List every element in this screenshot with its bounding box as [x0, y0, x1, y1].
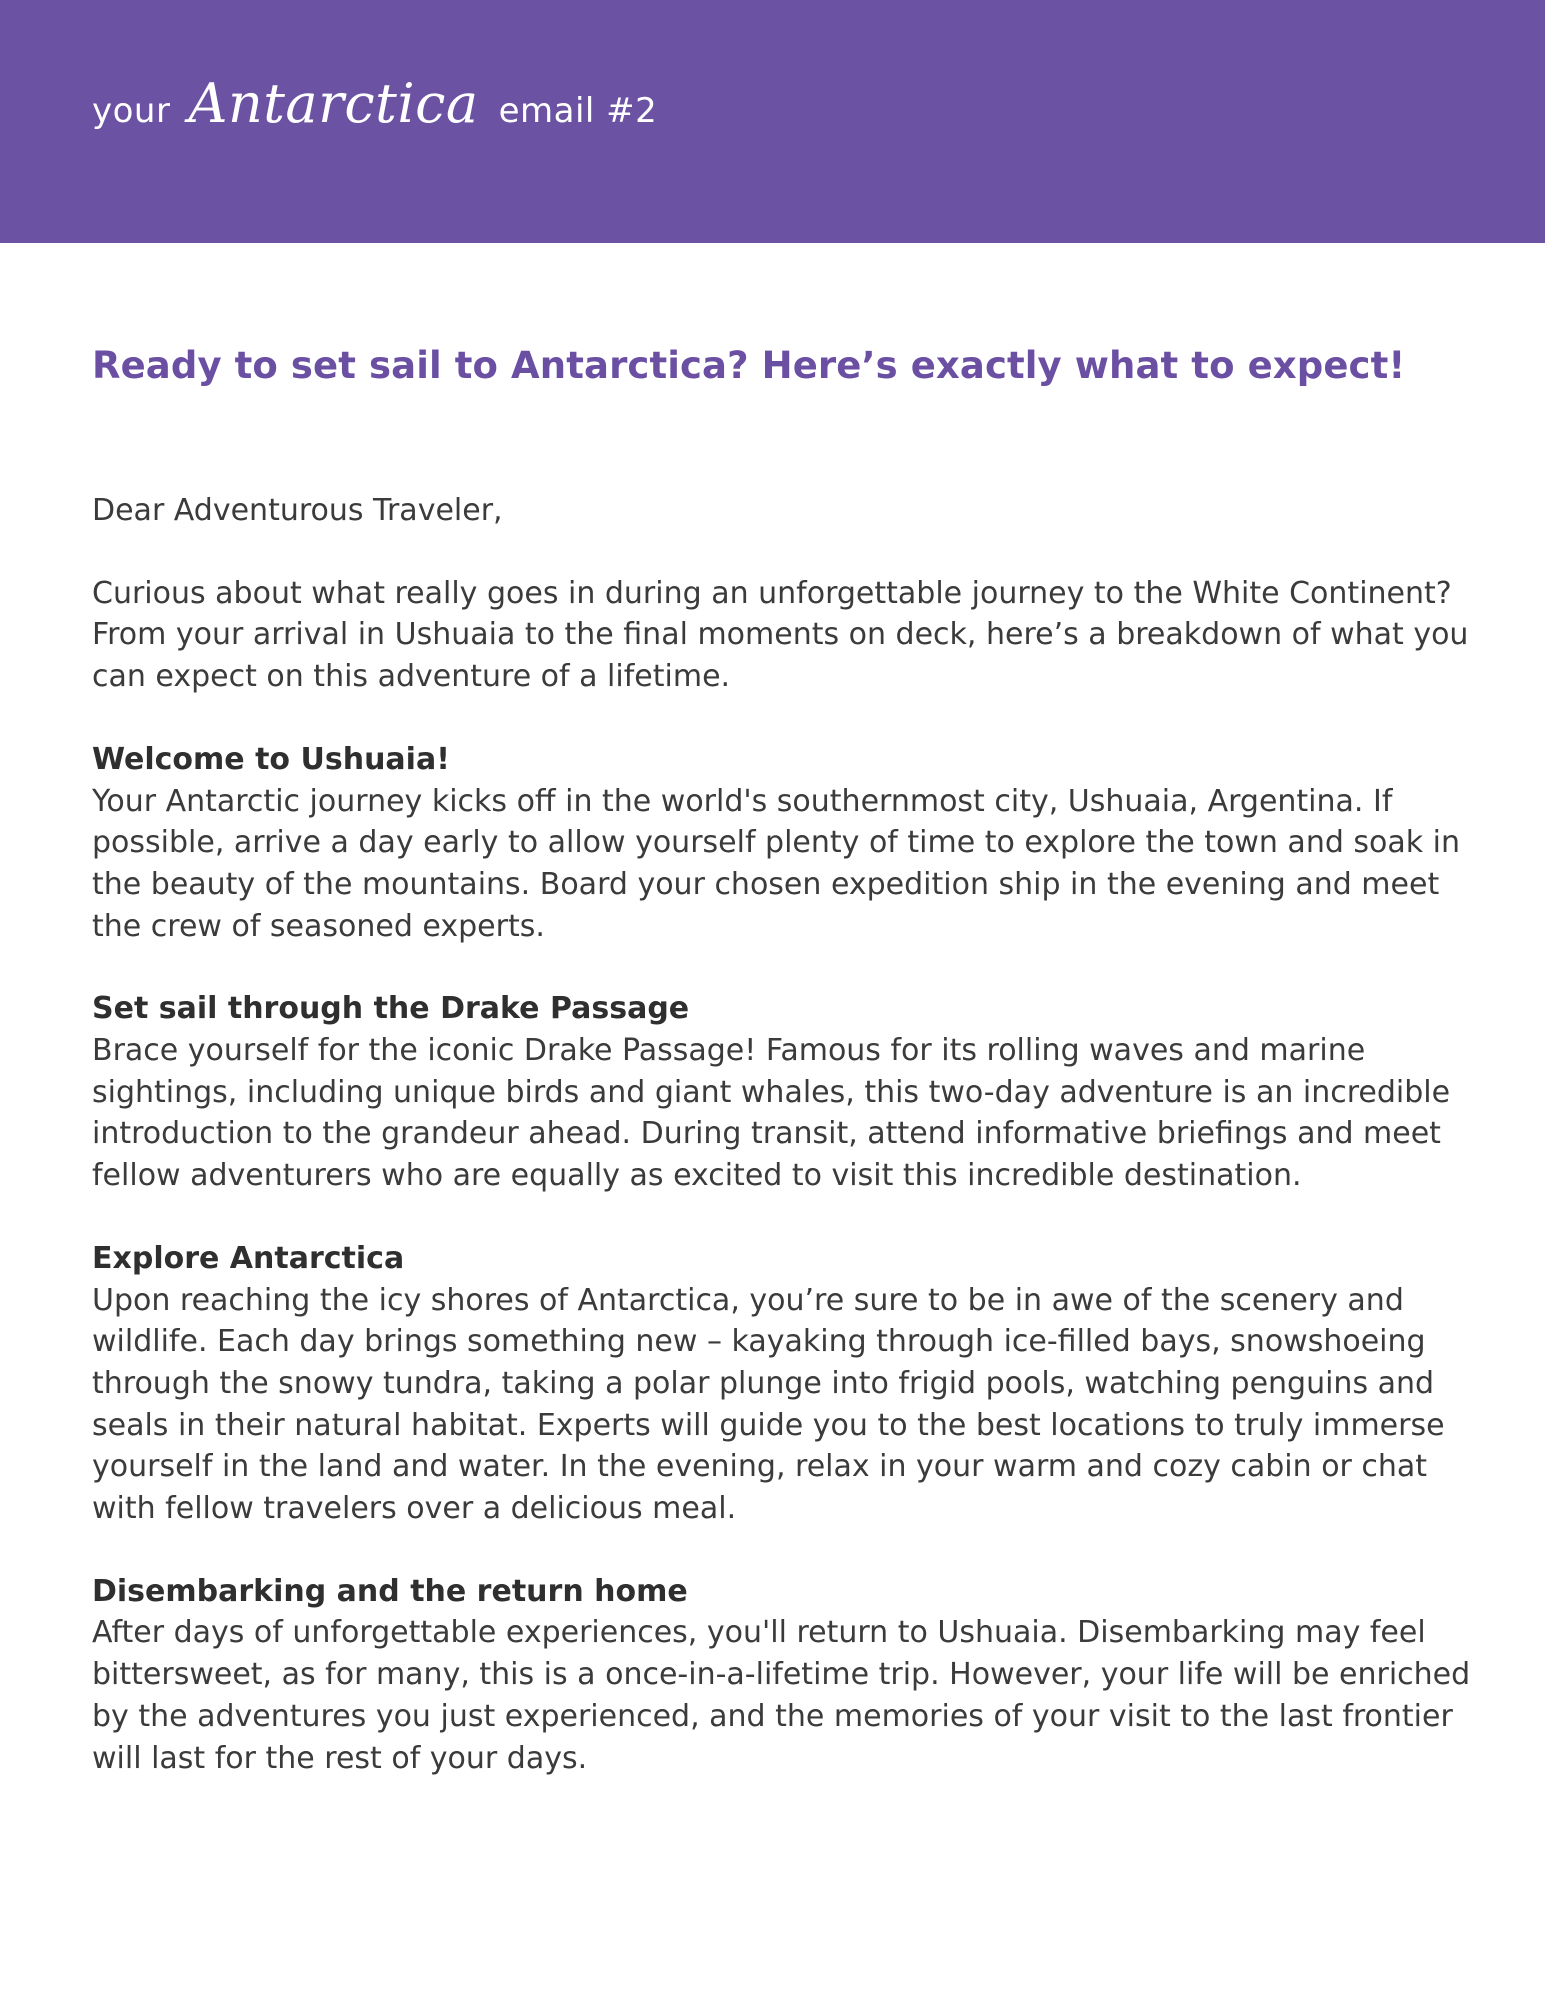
section-disembarking	[92, 1571, 1472, 1780]
intro-paragraph: Curious about what really goes in during an unforgettable journey to the White Continent? From your arrival in Ushuaia to the final moments on deck, here’s a breakdown of what you can expect on this adventure of a lifetime.	[92, 575, 1469, 695]
email-header-banner	[0, 0, 1545, 243]
section-body: Your Antarctic journey kicks off in the world's southernmost city, Ushuaia, Argentina. If possible, arrive a day early to allow yourself plenty of time to explore the town and soak in the beauty of the mountains. Board your chosen expedition ship in the evening and meet the crew of seasoned experts.	[92, 783, 1461, 944]
section-drake-passage	[92, 988, 1472, 1197]
section-title: Disembarking and the return home	[92, 1573, 688, 1609]
section-body: Brace yourself for the iconic Drake Passage! Famous for its rolling waves and marine sightings, including unique birds and giant whales, this two-day adventure is an incredible introduction to the grandeur ahead. During transit, attend informative briefings and meet fellow adventurers who are equally as excited to visit this incredible destination.	[92, 1033, 1451, 1194]
email-header-title	[92, 72, 657, 135]
greeting: Dear Adventurous Traveler,	[92, 493, 503, 528]
section-title: Welcome to Ushuaia!	[92, 741, 450, 777]
email-headline: Ready to set sail to Antarctica? Here’s exactly what to expect!	[92, 344, 1406, 387]
section-explore-antarctica	[92, 1238, 1472, 1530]
header-prefix: your	[92, 91, 171, 131]
section-welcome-ushuaia	[92, 739, 1472, 948]
header-email-number: email #2	[498, 91, 658, 131]
header-brand-script: Antarctica	[188, 72, 479, 135]
section-body: After days of unforgettable experiences, you'll return to Ushuaia. Disembarking may feel bittersweet, as for many, this is a once-in-a-lifetime trip. However, your life will be enriched by the adventures you just experienced, and the memories of your visit to the last frontier will last for the rest of your days.	[92, 1615, 1471, 1776]
section-body: Upon reaching the icy shores of Antarctica, you’re sure to be in awe of the scenery and wildlife. Each day brings something new – kayaking through ice-filled bays, snowshoeing through the snowy tundra, taking a polar plunge into frigid pools, watching penguins and seals in their natural habitat. Experts will guide you to the best locations to truly immerse yourself in the land and water. In the evening, relax in your warm and cozy cabin or chat with fellow travelers over a delicious meal.	[92, 1282, 1445, 1527]
email-body	[92, 340, 1472, 1820]
section-title: Explore Antarctica	[92, 1240, 405, 1276]
section-title: Set sail through the Drake Passage	[92, 991, 690, 1027]
